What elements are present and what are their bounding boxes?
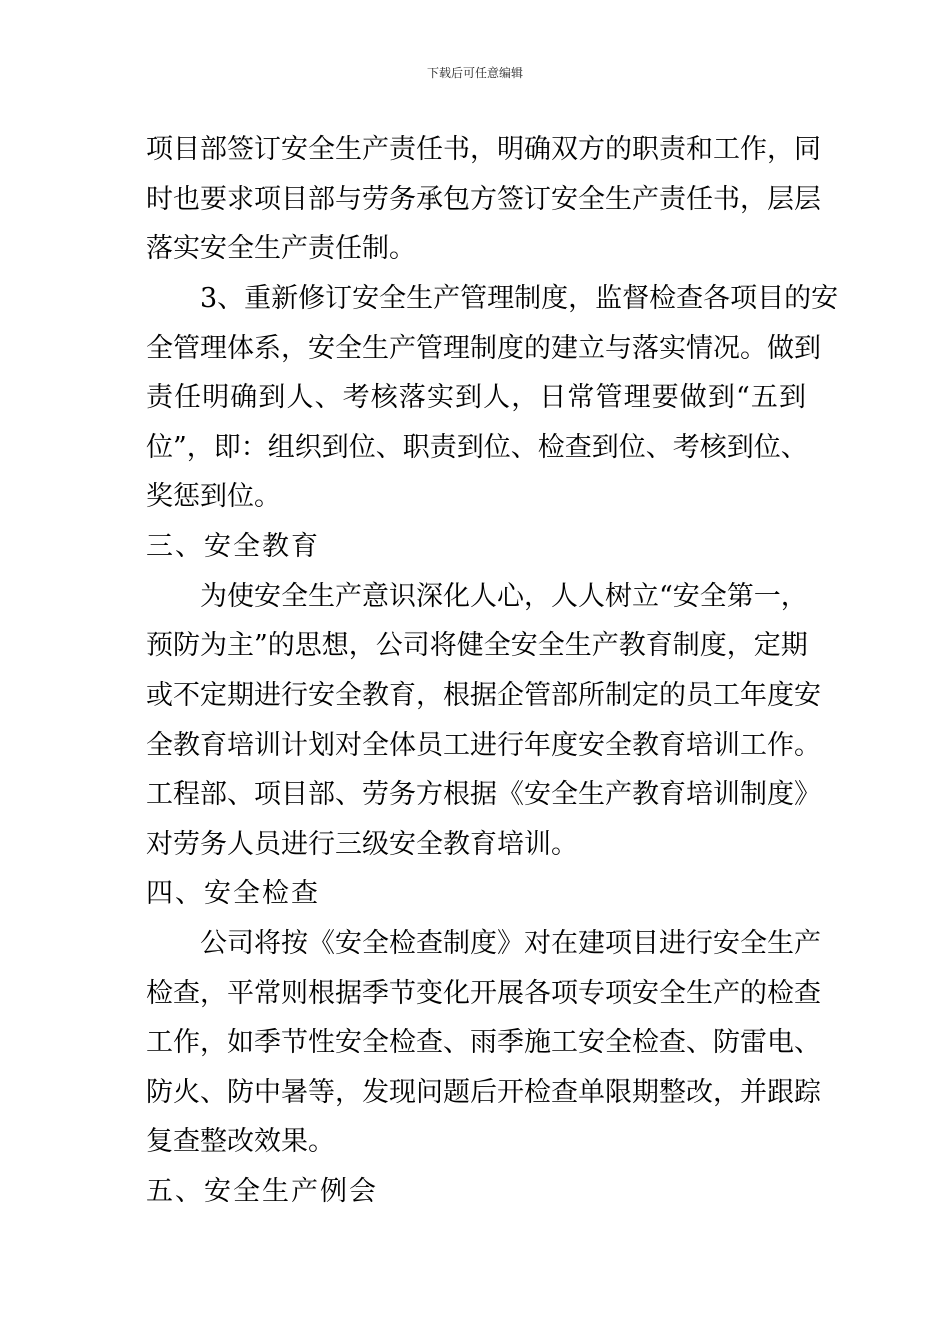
paragraph-line: 3、重新修订安全生产管理制度，监督检查各项目的安 — [200, 283, 839, 314]
section-heading: 五、安全生产例会 — [146, 1176, 378, 1207]
section-heading: 三、安全教育 — [146, 531, 320, 562]
paragraph-line: 全教育培训计划对全体员工进行年度安全教育培训工作。 — [146, 730, 821, 761]
paragraph-line: 公司将按《安全检查制度》对在建项目进行安全生产 — [200, 928, 821, 959]
paragraph-line: 为使安全生产意识深化人心，人人树立“安全第一， — [200, 581, 808, 612]
paragraph-line: 工程部、项目部、劳务方根据《安全生产教育培训制度》 — [146, 779, 821, 810]
paragraph-line: 奖惩到位。 — [146, 481, 281, 512]
paragraph-line: 复查整改效果。 — [146, 1126, 335, 1157]
paragraph-line: 对劳务人员进行三级安全教育培训。 — [146, 829, 578, 860]
paragraph-line: 防火、防中暑等，发现问题后开检查单限期整改，并跟踪 — [146, 1077, 821, 1108]
paragraph-line: 责任明确到人、考核落实到人，日常管理要做到“五到 — [146, 382, 806, 413]
paragraph-line: 时也要求项目部与劳务承包方签订安全生产责任书，层层 — [146, 184, 821, 215]
paragraph-line: 工作，如季节性安全检查、雨季施工安全检查、防雷电、 — [146, 1027, 821, 1058]
page-header-note: 下载后可任意编辑 — [426, 66, 523, 80]
paragraph-line: 落实安全生产责任制。 — [146, 233, 416, 264]
paragraph-line: 全管理体系，安全生产管理制度的建立与落实情况。做到 — [146, 333, 821, 364]
paragraph-line: 检查，平常则根据季节变化开展各项专项安全生产的检查 — [146, 978, 821, 1009]
paragraph-line: 位”，即：组织到位、职责到位、检查到位、考核到位、 — [146, 432, 808, 463]
section-heading: 四、安全检查 — [146, 878, 320, 909]
paragraph-line: 项目部签订安全生产责任书，明确双方的职责和工作，同 — [146, 134, 821, 165]
paragraph-line: 或不定期进行安全教育，根据企管部所制定的员工年度安 — [146, 680, 821, 711]
paragraph-line: 预防为主”的思想，公司将健全安全生产教育制度，定期 — [146, 630, 808, 661]
